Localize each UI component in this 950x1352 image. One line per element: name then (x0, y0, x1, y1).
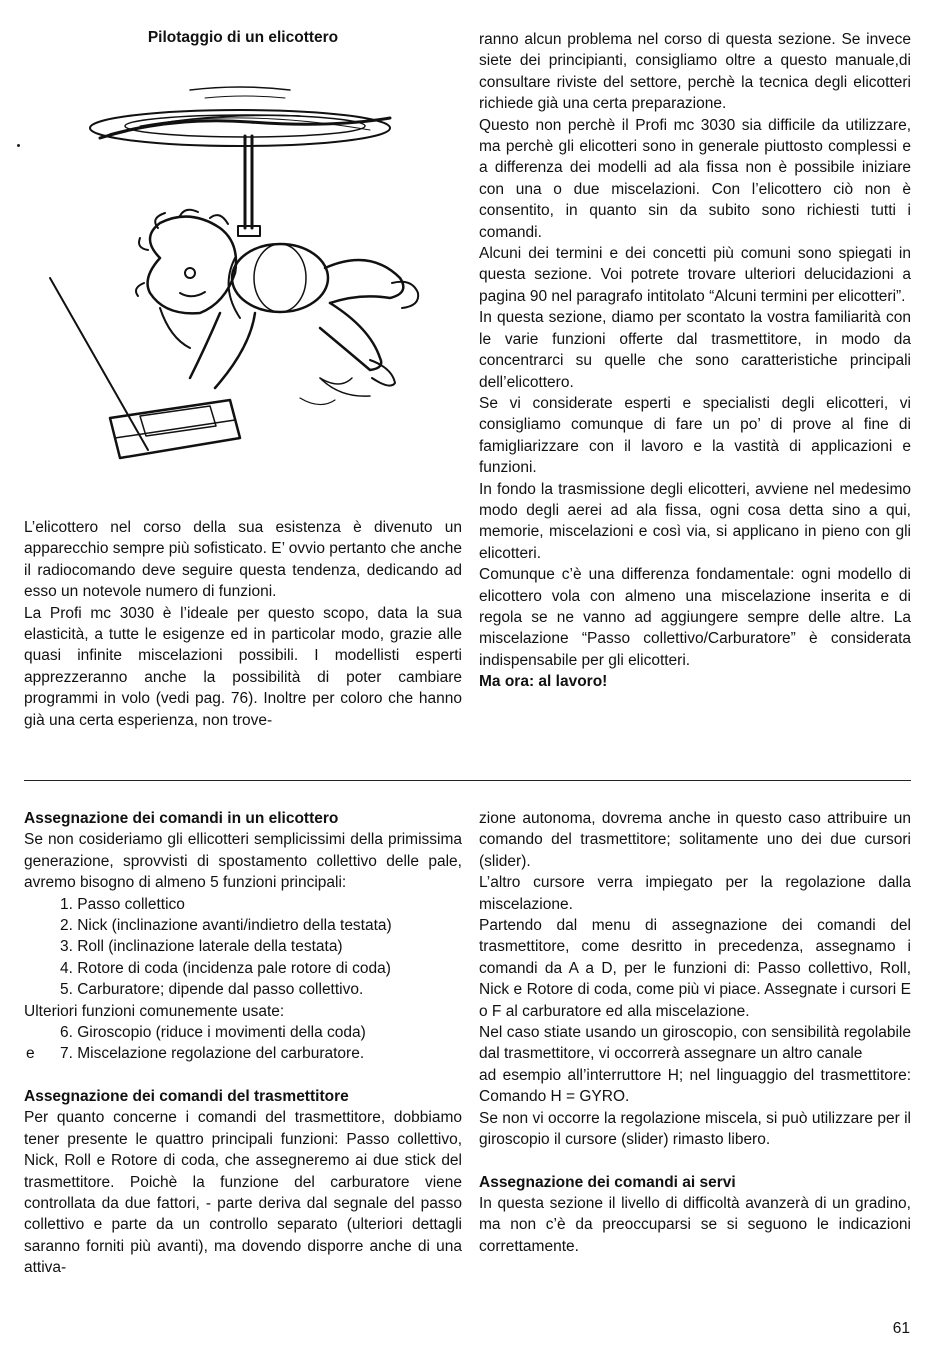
paragraph: Alcuni dei termini e dei concetti più comuni sono spiegati in questa sezione. Voi potrete trovare ulteriori delucidazioni a pagina 90 nel paragrafo intitolato “Alcuni termini per elicotteri”. (479, 245, 911, 305)
section-heading: Assegnazione dei comandi ai servi (479, 1173, 736, 1191)
paragraph: ad esempio all’interruttore H; nel linguaggio del trasmettitore: Comando H = GYRO. (479, 1066, 911, 1106)
column-bottom-right (479, 808, 911, 1257)
paragraph: Per quanto concerne i comandi del trasmettitore, dobbiamo tener presente le quattro principali funzioni: Passo collettivo, Nick, Roll e Rotore di coda, che assegneremo ai due stick del trasmettitore. Poichè la funzione del carburatore viene controllata da due fattori, - parte deriva dal segnale del passo collettivo e parte da un controllo separato (ulteriori dettagli saranno forniti più avanti), ma dovendo disporre anche di una attiva- (24, 1109, 462, 1277)
list-item: 3. Roll (inclinazione laterale della testata) (60, 938, 343, 956)
section-divider (24, 780, 911, 781)
list-item: 2. Nick (inclinazione avanti/indietro della testata) (60, 917, 392, 935)
paragraph: Se vi considerate esperti e specialisti degli elicotteri, vi consigliamo comunque di fare un po’ di prove al fine di famigliarizzare con il lavoro e la vastità di applicazioni e funzioni. (479, 394, 911, 477)
page-number: 61 (892, 1320, 910, 1337)
list-item: 4. Rotore di coda (incidenza pale rotore di coda) (60, 959, 391, 977)
paragraph: Questo non perchè il Profi mc 3030 sia difficile da utilizzare, ma perchè gli elicotteri sono in generale piuttosto complessi e a differenza dei modelli ad ala fissa non è possibile iniziare con una o due miscelazioni. Con l’elicottero ciò non è consentito, in quanto sin da subito sono richiesti tutti i comandi. (479, 116, 911, 241)
column-top-right (479, 29, 911, 693)
list-item: 6. Giroscopio (riduce i movimenti della coda) (60, 1024, 366, 1042)
paragraph: L’altro cursore verra impiegato per la regolazione dalla miscelazione. (479, 874, 911, 913)
list-item: 5. Carburatore; dipende dal passo collettivo. (60, 981, 364, 999)
list-item-text: 7. Miscelazione regolazione del carburatore. (60, 1045, 365, 1063)
paragraph: Se non cosideriamo gli ellicotteri semplicissimi della primissima generazione, sprovvisti di spostamento collettivo delle pale, avremo bisogno di almeno 5 funzioni principali: (24, 831, 462, 892)
margin-mark (17, 144, 20, 147)
paragraph: L’elicottero nel corso della sua esistenza è divenuto un apparecchio sempre più sofisticato. E’ ovvio pertanto che anche il radiocomando deve seguire questa tendenza, dedicando ad esso un notevole numero di funzioni. (24, 519, 462, 601)
column-bottom-left (24, 808, 462, 1279)
paragraph: In fondo la trasmissione degli elicotteri, avviene nel medesimo modo degli aerei ad ala fissa, ogni cosa detta sino a qui, memorie, miscelazioni e così via, si applicano in pieno con gli elicotteri. (479, 480, 911, 562)
column-top-left (24, 517, 462, 731)
paragraph: Ulteriori funzioni comunemente usate: (24, 1002, 285, 1020)
list-prefix: e (26, 1045, 35, 1063)
section-heading: Assegnazione dei comandi del trasmettitore (24, 1087, 349, 1105)
section-heading: Assegnazione dei comandi in un elicottero (24, 810, 339, 827)
paragraph: Se non vi occorre la regolazione miscela, si può utilizzare per il giroscopio il cursore (slider) rimasto libero. (479, 1109, 911, 1149)
paragraph: Nel caso stiate usando un giroscopio, con sensibilità regolabile dal trasmettitore, vi occorrerà assegnare un altro canale (479, 1024, 911, 1063)
cartoon-man-flying-with-rotor-icon (40, 78, 460, 478)
paragraph: zione autonoma, dovrema anche in questo caso attribuire un comando del trasmettitore; solitamente uno dei due cursori (slider). (479, 810, 911, 870)
paragraph: In questa sezione, diamo per scontato la vostra familiarità con le varie funzioni offerte dal trasmettitore, in modo da concentrarci su quelle che sono caratteristiche principali dell’elicottero. (479, 309, 911, 391)
list-item (24, 1043, 462, 1064)
paragraph: In questa sezione il livello di difficoltà avanzerà di un gradino, ma non c’è da preoccuparsi se si seguono le indicazioni correttamente. (479, 1194, 911, 1255)
paragraph: Partendo dal menu di assegnazione dei comandi del trasmettitore, come desritto in precedenza, assegnamo i comandi da A a D, per le funzioni di: Passo collettivo, Roll, Nick e Rotore di coda, come più vi piace. Assegnate i cursori E o F al carburatore ed alla miscelazione. (479, 917, 911, 1020)
closing-line: Ma ora: al lavoro! (479, 673, 608, 691)
paragraph: Comunque c’è una differenza fondamentale: ogni modello di elicottero vola con almeno una miscelazione inserita e di regola se ne vanno ad aggiungere sempre delle altre. La miscelazione “Passo collettivo/Carburatore” è considerata indispensabile per gli elicotteri. (479, 566, 911, 669)
list-item: 1. Passo collettico (60, 895, 185, 913)
paragraph: ranno alcun problema nel corso di questa sezione. Se invece siete dei principianti, consigliamo oltre a questo manuale,di consultare riviste del settore, perchè la tecnica degli elicotteri richiede già una certa preparazione. (479, 31, 911, 113)
page-title: Pilotaggio di un elicottero (147, 29, 339, 46)
paragraph: La Profi mc 3030 è l’ideale per questo scopo, data la sua elasticità, a tutte le esigenze ed in particolar modo, grazie alle quasi infinite miscelazioni possibili. I modellisti esperti apprezzeranno anche la possibilità di poter cambiare programmi in volo (vedi pag. 76). Inoltre per coloro che hanno già una certa esperienza, non trove- (24, 604, 462, 729)
